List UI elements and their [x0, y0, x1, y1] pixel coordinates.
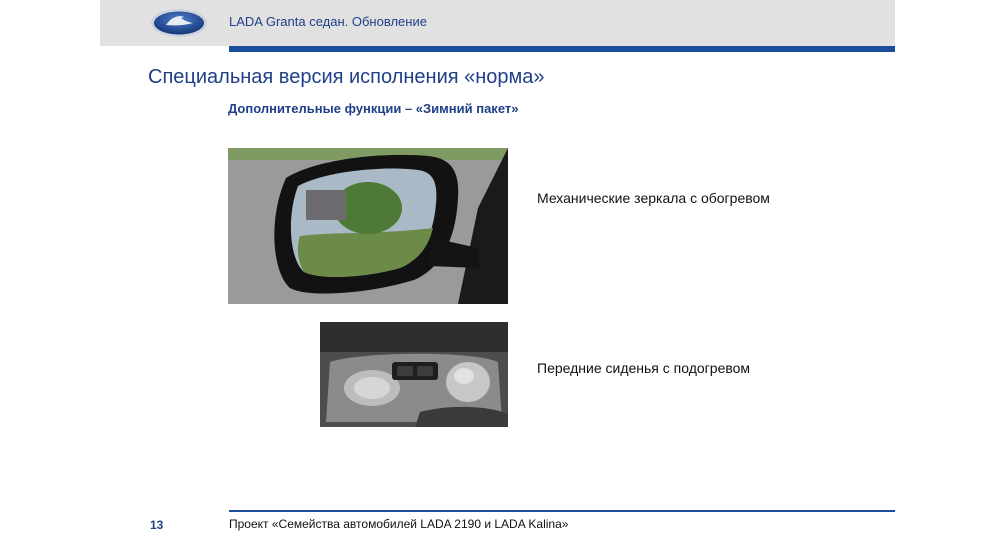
header-accent-rule [229, 46, 895, 52]
feature-caption-heated-mirrors: Механические зеркала с обогревом [537, 190, 770, 206]
header-band [100, 0, 895, 46]
heated-side-mirror-photo [228, 148, 508, 304]
lada-logo-icon [150, 8, 208, 38]
footer-rule [229, 510, 895, 512]
header-title: LADA Granta седан. Обновление [229, 14, 427, 29]
feature-caption-heated-seats: Передние сиденья с подогревом [537, 360, 751, 376]
heated-seat-buttons-console-photo [320, 322, 508, 427]
slide-title: Специальная версия исполнения «норма» [148, 66, 545, 88]
slide-subtitle: Дополнительные функции – «Зимний пакет» [228, 101, 519, 116]
page-number: 13 [150, 518, 164, 532]
footer-project-text: Проект «Семейства автомобилей LADA 2190 и LADA Kalina» [229, 517, 569, 531]
